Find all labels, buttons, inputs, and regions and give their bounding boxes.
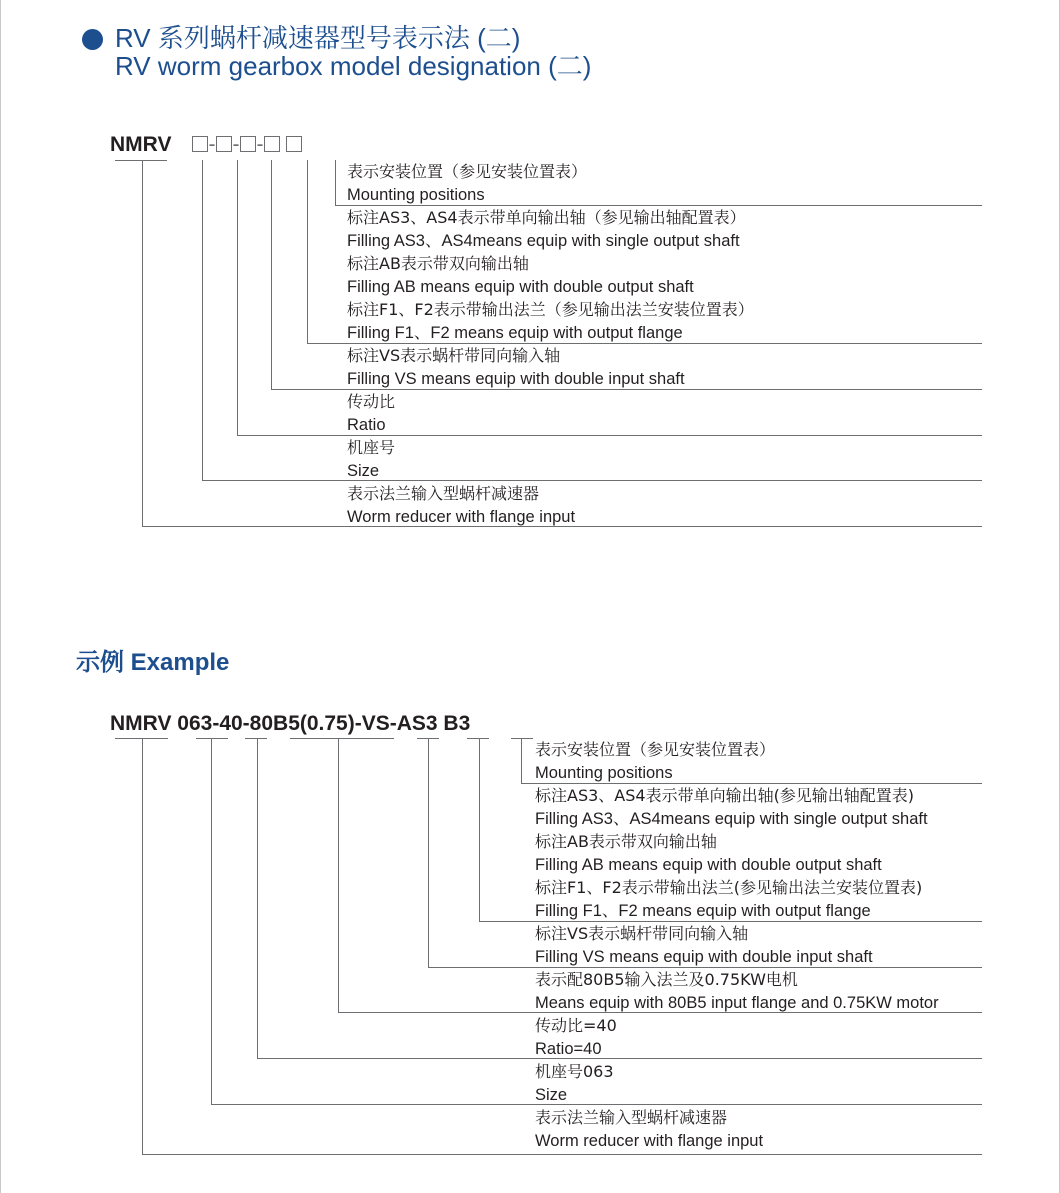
leader-mounting: [335, 160, 336, 205]
example-label-en: Filling F1、F2 means equip with output flange: [535, 902, 871, 920]
example-heading: 示例 Example: [76, 649, 230, 676]
ex-leader-vs: [428, 738, 429, 967]
title-bullet-icon: [82, 29, 103, 50]
designation-label-cn: 表示安装位置（参见安装位置表）: [347, 162, 588, 181]
leader-input: [271, 160, 272, 389]
example-label-en: Size: [535, 1086, 568, 1104]
leader-size: [202, 160, 203, 480]
placeholder-box-input: [240, 136, 256, 152]
ex-leader-as3: [479, 738, 480, 921]
placeholder-box-mounting: [286, 136, 302, 152]
designation-label-cn: 机座号: [347, 438, 396, 457]
ex-leader-size: [211, 738, 212, 1104]
placeholder-box-size: [192, 136, 208, 152]
example-label-en: Means equip with 80B5 input flange and 0.75KW motor: [535, 994, 939, 1012]
designation-label-en: Worm reducer with flange input: [347, 508, 576, 526]
line-ratio: [237, 435, 982, 436]
underline-motor: [290, 738, 394, 739]
example-code: NMRV 063-40-80B5(0.75)-VS-AS3 B3: [110, 712, 471, 735]
leader-output: [307, 160, 308, 343]
ex-line-ratio: [257, 1058, 982, 1059]
designation-label-cn: 标注F1、F2表示带输出法兰（参见输出法兰安装位置表）: [347, 300, 754, 319]
designation-label-cn: 表示法兰输入型蜗杆减速器: [347, 484, 540, 503]
placeholder-box-output: [264, 136, 280, 152]
designation-label-en: Filling F1、F2 means equip with output flange: [347, 324, 683, 342]
page-border-left: [0, 0, 1, 1193]
ex-line-size: [211, 1104, 982, 1105]
ex-leader-b3: [521, 738, 522, 783]
example-label-cn: 标注AS3、AS4表示带单向输出轴(参见输出轴配置表): [535, 786, 915, 805]
ex-leader-motor: [338, 738, 339, 1012]
designation-label-cn: 标注AB表示带双向输出轴: [347, 254, 529, 273]
designation-label-cn: 传动比: [347, 392, 396, 411]
underline-ratio: [245, 738, 267, 739]
example-label-en: Worm reducer with flange input: [535, 1132, 764, 1150]
example-label-en: Filling AB means equip with double output shaft: [535, 856, 882, 874]
designation-label-en: Filling AS3、AS4means equip with single output shaft: [347, 232, 740, 250]
line-mounting: [335, 205, 982, 206]
underline-b3: [511, 738, 533, 739]
line-size: [202, 480, 982, 481]
placeholder-box-ratio: [216, 136, 232, 152]
example-label-cn: 标注AB表示带双向输出轴: [535, 832, 717, 851]
leader-ratio: [237, 160, 238, 435]
page-title-en: RV worm gearbox model designation (二): [115, 51, 592, 81]
example-label-cn: 表示安装位置（参见安装位置表）: [535, 740, 776, 759]
designation-label-cn: 标注VS表示蜗杆带同向输入轴: [347, 346, 561, 365]
designation-label-cn: 标注AS3、AS4表示带单向输出轴（参见输出轴配置表）: [347, 208, 746, 227]
prefix-underline: [115, 160, 167, 161]
underline-size: [196, 738, 228, 739]
designation-label-en: Mounting positions: [347, 186, 485, 204]
ex-leader-ratio: [257, 738, 258, 1058]
line-output: [307, 343, 982, 344]
example-label-en: Mounting positions: [535, 764, 673, 782]
line-input: [271, 389, 982, 390]
example-label-cn: 表示配80B5输入法兰及0.75KW电机: [535, 970, 798, 989]
ex-line-mounting: [521, 783, 982, 784]
designation-label-en: Filling AB means equip with double output shaft: [347, 278, 694, 296]
example-label-en: Ratio=40: [535, 1040, 602, 1058]
ex-line-input: [428, 967, 982, 968]
ex-line-prefix: [142, 1154, 982, 1155]
example-label-cn: 表示法兰输入型蜗杆减速器: [535, 1108, 728, 1127]
example-label-cn: 标注VS表示蜗杆带同向输入轴: [535, 924, 749, 943]
example-label-en: Filling AS3、AS4means equip with single output shaft: [535, 810, 928, 828]
example-label-cn: 标注F1、F2表示带输出法兰(参见输出法兰安装位置表): [535, 878, 923, 897]
designation-label-en: Ratio: [347, 416, 386, 434]
example-label-cn: 机座号063: [535, 1062, 614, 1081]
designation-label-en: Filling VS means equip with double input shaft: [347, 370, 685, 388]
designation-prefix: NMRV: [110, 133, 172, 156]
leader-prefix: [142, 160, 143, 526]
example-label-en: Filling VS means equip with double input shaft: [535, 948, 873, 966]
designation-placeholders: - - -: [192, 132, 302, 158]
designation-label-en: Size: [347, 462, 380, 480]
example-label-cn: 传动比=40: [535, 1016, 617, 1035]
underline-as3: [467, 738, 489, 739]
page-title-cn: RV 系列蜗杆减速器型号表示法 (二): [115, 23, 521, 53]
ex-line-output: [479, 921, 982, 922]
ex-leader-prefix: [142, 738, 143, 1154]
